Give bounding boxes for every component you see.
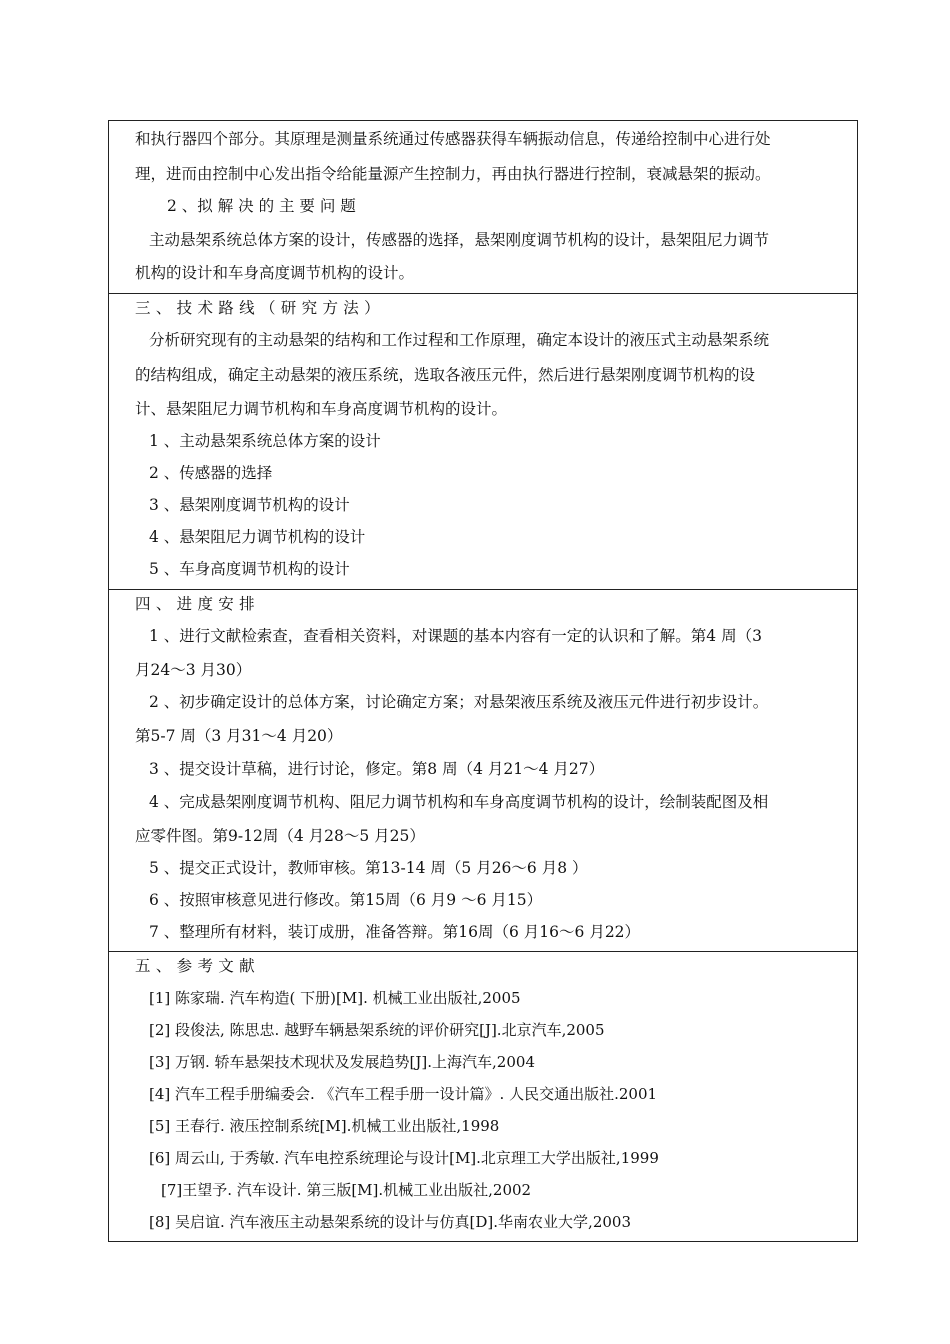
schedule-line: 5 、提交正式设计，教师审核。第13-14 周（5 月26～6 月8 ） (149, 859, 588, 877)
schedule-line: 第5-7 周（3 月31～4 月20） (135, 727, 343, 745)
section-schedule (109, 590, 857, 952)
list-item: 2 、传感器的选择 (149, 464, 273, 482)
subheading: 2 、拟 解 决 的 主 要 问 题 (167, 197, 356, 215)
schedule-line: 6 、按照审核意见进行修改。第15周（6 月9 ～6 月15） (149, 891, 543, 909)
reference-item: [2] 段俊法, 陈思忠. 越野车辆悬架系统的评价研究[J].北京汽车,2005 (149, 1021, 605, 1039)
schedule-line: 应零件图。第9-12周（4 月28～5 月25） (135, 827, 425, 845)
section-problems (109, 121, 857, 294)
reference-item: [7]王望予. 汽车设计. 第三版[M].机械工业出版社,2002 (161, 1181, 532, 1199)
schedule-line: 3 、提交设计草稿，进行讨论，修定。第8 周（4 月21～4 月27） (149, 760, 605, 778)
reference-item: [6] 周云山, 于秀敏. 汽车电控系统理论与设计[M].北京理工大学出版社,1999 (149, 1149, 659, 1167)
section-technical-route (109, 294, 857, 590)
text-line: 理，进而由控制中心发出指令给能量源产生控制力，再由执行器进行控制，衰减悬架的振动。 (135, 165, 771, 183)
list-item: 5 、车身高度调节机构的设计 (149, 560, 350, 578)
section-heading: 五 、 参 考 文 献 (135, 957, 255, 975)
list-item: 4 、悬架阻尼力调节机构的设计 (149, 528, 366, 546)
schedule-line: 1 、进行文献检索查，查看相关资料，对课题的基本内容有一定的认识和了解。第4 周（3 (149, 627, 762, 645)
reference-item: [5] 王春行. 液压控制系统[M].机械工业出版社,1998 (149, 1117, 500, 1135)
text-line: 的结构组成，确定主动悬架的液压系统，选取各液压元件，然后进行悬架刚度调节机构的设 (135, 366, 756, 384)
reference-item: [8] 吴启谊. 汽车液压主动悬架系统的设计与仿真[D].华南农业大学,2003 (149, 1213, 631, 1231)
text-line: 计、悬架阻尼力调节机构和车身高度调节机构的设计。 (135, 400, 508, 418)
list-item: 1 、主动悬架系统总体方案的设计 (149, 432, 381, 450)
section-references (109, 952, 857, 1243)
text-line: 分析研究现有的主动悬架的结构和工作过程和工作原理，确定本设计的液压式主动悬架系统 (149, 331, 770, 349)
text-line: 和执行器四个部分。其原理是测量系统通过传感器获得车辆振动信息，传递给控制中心进行处 (135, 130, 771, 148)
reference-item: [4] 汽车工程手册编委会. 《汽车工程手册一设计篇》. 人民交通出版社.2001 (149, 1085, 658, 1103)
proposal-table (108, 120, 858, 1242)
schedule-line: 7 、整理所有材料，装订成册，准备答辩。第16周（6 月16～6 月22） (149, 923, 641, 941)
schedule-line: 2 、初步确定设计的总体方案，讨论确定方案；对悬架液压系统及液压元件进行初步设计。 (149, 693, 769, 711)
reference-item: [3] 万钢. 轿车悬架技术现状及发展趋势[J].上海汽车,2004 (149, 1053, 535, 1071)
section-heading: 四 、 进 度 安 排 (135, 595, 255, 613)
list-item: 3 、悬架刚度调节机构的设计 (149, 496, 350, 514)
text-line: 主动悬架系统总体方案的设计，传感器的选择，悬架刚度调节机构的设计，悬架阻尼力调节 (149, 231, 770, 249)
schedule-line: 月24～3 月30） (135, 661, 252, 679)
schedule-line: 4 、完成悬架刚度调节机构、阻尼力调节机构和车身高度调节机构的设计，绘制装配图及相 (149, 793, 769, 811)
text-line: 机构的设计和车身高度调节机构的设计。 (135, 264, 415, 282)
section-heading: 三 、 技 术 路 线 （ 研 究 方 法 ） (135, 299, 380, 317)
reference-item: [1] 陈家瑞. 汽车构造( 下册)[M]. 机械工业出版社,2005 (149, 989, 521, 1007)
